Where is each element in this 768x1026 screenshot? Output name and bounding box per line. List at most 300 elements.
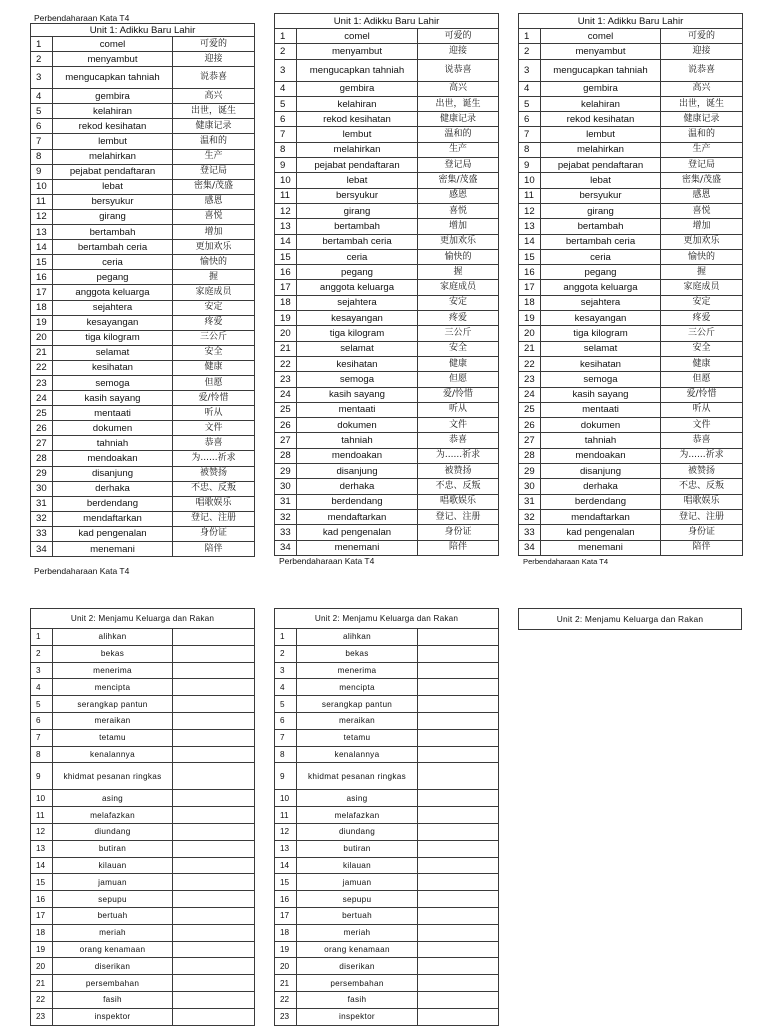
malay-word: inspektor [297, 1008, 418, 1025]
malay-word: kasih sayang [53, 391, 173, 406]
chinese-translation: 安全 [418, 341, 499, 356]
row-number: 16 [275, 891, 297, 908]
table-row [519, 81, 743, 96]
row-number: 23 [519, 372, 541, 387]
table-row [275, 372, 499, 387]
chinese-translation: 安定 [418, 295, 499, 310]
table-row [275, 59, 499, 81]
table-row [519, 234, 743, 249]
table-row [31, 164, 255, 179]
malay-word: lembut [297, 127, 418, 142]
chinese-translation: 身份证 [418, 525, 499, 540]
malay-word: tetamu [53, 729, 173, 746]
row-number: 1 [31, 629, 53, 646]
malay-word: menyambut [297, 44, 418, 59]
row-number: 12 [275, 203, 297, 218]
table-row [275, 203, 499, 218]
row-number: 15 [519, 249, 541, 264]
table-row [275, 823, 499, 840]
table-row [31, 763, 255, 790]
malay-word: girang [53, 209, 173, 224]
malay-word: menerima [297, 662, 418, 679]
malay-word: kasih sayang [297, 387, 418, 402]
malay-word: pejabat pendaftaran [297, 158, 418, 173]
table-row [31, 857, 255, 874]
table-row [275, 387, 499, 402]
malay-word: mentaati [541, 402, 661, 417]
chinese-translation [173, 807, 255, 824]
row-number: 16 [519, 265, 541, 280]
table-row [275, 402, 499, 417]
table-row [31, 481, 255, 496]
row-number: 20 [275, 958, 297, 975]
chinese-translation: 但愿 [173, 375, 255, 390]
row-number: 6 [275, 712, 297, 729]
malay-word: mengucapkan tahniah [297, 59, 418, 81]
table-row [31, 1008, 255, 1025]
malay-word: lebat [297, 173, 418, 188]
table-row [31, 874, 255, 891]
row-number: 32 [519, 509, 541, 524]
chinese-translation: 健康记录 [173, 119, 255, 134]
table-row [31, 285, 255, 300]
row-number: 33 [31, 526, 53, 541]
table-row [31, 840, 255, 857]
table-row [31, 436, 255, 451]
malay-word: ceria [541, 249, 661, 264]
malay-word: bersyukur [53, 194, 173, 209]
chinese-translation: 更加欢乐 [173, 240, 255, 255]
malay-word: meraikan [297, 712, 418, 729]
table-title-row [519, 14, 743, 29]
chinese-translation: 可爱的 [173, 37, 255, 52]
chinese-translation [418, 891, 499, 908]
malay-word: kesihatan [541, 356, 661, 371]
chinese-translation: 高兴 [418, 81, 499, 96]
malay-word: alihkan [297, 629, 418, 646]
row-number: 3 [275, 59, 297, 81]
table-row [31, 645, 255, 662]
table-row [519, 479, 743, 494]
table-row [31, 179, 255, 194]
chinese-translation: 三公斤 [661, 326, 743, 341]
chinese-translation: 高兴 [173, 89, 255, 104]
table-title: Unit 2: Menjamu Keluarga dan Rakan [275, 609, 499, 629]
chinese-translation: 家庭成员 [173, 285, 255, 300]
chinese-translation [173, 679, 255, 696]
malay-word: pegang [53, 270, 173, 285]
row-number: 32 [31, 511, 53, 526]
table-row [31, 891, 255, 908]
row-number: 13 [275, 219, 297, 234]
chinese-translation: 不忠、反叛 [418, 479, 499, 494]
malay-word: lembut [541, 127, 661, 142]
table-row [275, 249, 499, 264]
table-row [275, 857, 499, 874]
table-row [31, 67, 255, 89]
malay-word: menerima [53, 662, 173, 679]
chinese-translation: 愉快的 [418, 249, 499, 264]
malay-word: tiga kilogram [53, 330, 173, 345]
unit2-table-a [30, 608, 255, 1026]
table-row [275, 975, 499, 992]
unit2-title-c: Unit 2: Menjamu Keluarga dan Rakan [518, 608, 742, 630]
row-number: 5 [519, 96, 541, 111]
table-row [519, 509, 743, 524]
malay-word: bertambah [541, 219, 661, 234]
table-row [519, 464, 743, 479]
row-number: 14 [519, 234, 541, 249]
chinese-translation: 听从 [173, 406, 255, 421]
malay-word: tetamu [297, 729, 418, 746]
chinese-translation: 疼爱 [418, 311, 499, 326]
row-number: 7 [519, 127, 541, 142]
row-number: 19 [31, 315, 53, 330]
malay-word: derhaka [541, 479, 661, 494]
row-number: 22 [275, 991, 297, 1008]
chinese-translation: 被赞扬 [661, 464, 743, 479]
chinese-translation: 三公斤 [418, 326, 499, 341]
row-number: 2 [275, 44, 297, 59]
table-row [275, 326, 499, 341]
row-number: 17 [275, 280, 297, 295]
row-number: 5 [31, 104, 53, 119]
table-row [275, 645, 499, 662]
row-number: 26 [275, 418, 297, 433]
table-title-row [31, 24, 255, 37]
caption-bottom-c: Perbendaharaan Kata T4 [523, 557, 609, 566]
chinese-translation: 身份证 [173, 526, 255, 541]
unit1-table-c [518, 13, 743, 556]
chinese-translation: 登记局 [418, 158, 499, 173]
malay-word: semoga [541, 372, 661, 387]
table-row [31, 679, 255, 696]
table-row [31, 542, 255, 557]
row-number: 15 [275, 249, 297, 264]
chinese-translation: 家庭成员 [661, 280, 743, 295]
row-number: 11 [31, 807, 53, 824]
row-number: 20 [275, 326, 297, 341]
row-number: 21 [519, 341, 541, 356]
table-row [519, 127, 743, 142]
table-row [519, 448, 743, 463]
malay-word: inspektor [53, 1008, 173, 1025]
malay-word: tiga kilogram [541, 326, 661, 341]
table-row [275, 629, 499, 646]
row-number: 23 [31, 1008, 53, 1025]
row-number: 30 [31, 481, 53, 496]
table-row [275, 679, 499, 696]
table-row [519, 219, 743, 234]
chinese-translation [418, 874, 499, 891]
row-number: 21 [275, 341, 297, 356]
table-row [31, 790, 255, 807]
malay-word: lebat [53, 179, 173, 194]
table-row [31, 240, 255, 255]
row-number: 21 [275, 975, 297, 992]
chinese-translation: 三公斤 [173, 330, 255, 345]
malay-word: berdendang [541, 494, 661, 509]
row-number: 24 [31, 391, 53, 406]
row-number: 9 [275, 763, 297, 790]
table-row [275, 540, 499, 555]
malay-word: meriah [53, 924, 173, 941]
chinese-translation [418, 958, 499, 975]
chinese-translation [418, 696, 499, 713]
malay-word: mencipta [53, 679, 173, 696]
table-row [31, 89, 255, 104]
malay-word: pejabat pendaftaran [53, 164, 173, 179]
row-number: 16 [275, 265, 297, 280]
row-number: 31 [519, 494, 541, 509]
table-row [519, 173, 743, 188]
table-row [275, 280, 499, 295]
malay-word: girang [297, 203, 418, 218]
malay-word: diundang [297, 823, 418, 840]
table-row [519, 29, 743, 44]
table-row [275, 418, 499, 433]
chinese-translation [418, 645, 499, 662]
chinese-translation: 愉快的 [173, 255, 255, 270]
row-number: 18 [275, 295, 297, 310]
row-number: 20 [31, 958, 53, 975]
chinese-translation: 温和的 [173, 134, 255, 149]
unit1-table-a [30, 23, 255, 557]
chinese-translation [418, 729, 499, 746]
table-row [31, 194, 255, 209]
row-number: 14 [275, 857, 297, 874]
table-row [31, 991, 255, 1008]
chinese-translation [418, 746, 499, 763]
chinese-translation: 出世，诞生 [173, 104, 255, 119]
chinese-translation: 但愿 [418, 372, 499, 387]
malay-word: selamat [297, 341, 418, 356]
row-number: 10 [31, 790, 53, 807]
chinese-translation: 恭喜 [173, 436, 255, 451]
chinese-translation: 喜悦 [418, 203, 499, 218]
table-row [275, 941, 499, 958]
malay-word: menemani [53, 542, 173, 557]
chinese-translation: 不忠、反叛 [661, 479, 743, 494]
row-number: 26 [519, 418, 541, 433]
row-number: 3 [275, 662, 297, 679]
table-row [519, 418, 743, 433]
chinese-translation: 握 [418, 265, 499, 280]
row-number: 4 [31, 89, 53, 104]
malay-word: kad pengenalan [53, 526, 173, 541]
row-number: 20 [31, 330, 53, 345]
chinese-translation: 说恭喜 [418, 59, 499, 81]
malay-word: kilauan [53, 857, 173, 874]
table-row [275, 433, 499, 448]
row-number: 6 [31, 119, 53, 134]
malay-word: persembahan [53, 975, 173, 992]
table-row [31, 391, 255, 406]
malay-word: bertambah ceria [541, 234, 661, 249]
chinese-translation: 温和的 [418, 127, 499, 142]
chinese-translation [418, 679, 499, 696]
table-row [275, 341, 499, 356]
malay-word: bertambah ceria [297, 234, 418, 249]
chinese-translation: 生产 [661, 142, 743, 157]
row-number: 8 [31, 746, 53, 763]
table-row [519, 112, 743, 127]
row-number: 6 [31, 712, 53, 729]
table-row [275, 525, 499, 540]
malay-word: diserikan [297, 958, 418, 975]
table-row [519, 158, 743, 173]
malay-word: selamat [53, 345, 173, 360]
table-title-row [275, 14, 499, 29]
table-row [31, 629, 255, 646]
table-row [519, 372, 743, 387]
malay-word: khidmat pesanan ringkas [53, 763, 173, 790]
table-row [31, 104, 255, 119]
table-title-row [31, 609, 255, 629]
row-number: 16 [31, 270, 53, 285]
chinese-translation: 健康 [173, 360, 255, 375]
malay-word: sepupu [53, 891, 173, 908]
row-number: 25 [519, 402, 541, 417]
table-row [31, 360, 255, 375]
malay-word: dokumen [297, 418, 418, 433]
row-number: 34 [519, 540, 541, 555]
chinese-translation: 增加 [173, 225, 255, 240]
table-row [275, 96, 499, 111]
malay-word: tahniah [53, 436, 173, 451]
table-row [275, 924, 499, 941]
chinese-translation [173, 629, 255, 646]
malay-word: melahirkan [297, 142, 418, 157]
chinese-translation: 生产 [418, 142, 499, 157]
chinese-translation: 愉快的 [661, 249, 743, 264]
chinese-translation: 身份证 [661, 525, 743, 540]
table-row [31, 345, 255, 360]
row-number: 12 [519, 203, 541, 218]
malay-word: mentaati [297, 402, 418, 417]
malay-word: fasih [53, 991, 173, 1008]
malay-word: mendaftarkan [53, 511, 173, 526]
chinese-translation [173, 958, 255, 975]
table-row [31, 746, 255, 763]
row-number: 28 [31, 451, 53, 466]
row-number: 29 [31, 466, 53, 481]
row-number: 17 [31, 285, 53, 300]
table-row [519, 96, 743, 111]
row-number: 19 [519, 311, 541, 326]
chinese-translation [418, 763, 499, 790]
table-row [275, 265, 499, 280]
table-row [275, 907, 499, 924]
row-number: 28 [275, 448, 297, 463]
unit1-table-b [274, 13, 499, 556]
malay-word: disanjung [541, 464, 661, 479]
table-row [275, 790, 499, 807]
malay-word: pegang [541, 265, 661, 280]
chinese-translation: 安全 [661, 341, 743, 356]
row-number: 7 [275, 729, 297, 746]
chinese-translation [173, 874, 255, 891]
table-title: Unit 1: Adikku Baru Lahir [275, 14, 499, 29]
malay-word: gembira [541, 81, 661, 96]
table-row [275, 874, 499, 891]
table-row [31, 712, 255, 729]
row-number: 31 [275, 494, 297, 509]
malay-word: ceria [53, 255, 173, 270]
table-title: Unit 1: Adikku Baru Lahir [519, 14, 743, 29]
malay-word: kilauan [297, 857, 418, 874]
chinese-translation: 爱/怜惜 [173, 391, 255, 406]
chinese-translation: 陪伴 [661, 540, 743, 555]
row-number: 1 [519, 29, 541, 44]
table-row [31, 924, 255, 941]
malay-word: anggota keluarga [541, 280, 661, 295]
chinese-translation [418, 662, 499, 679]
table-row [519, 280, 743, 295]
malay-word: melafazkan [53, 807, 173, 824]
table-row [275, 234, 499, 249]
row-number: 22 [275, 356, 297, 371]
chinese-translation [418, 857, 499, 874]
malay-word: khidmat pesanan ringkas [297, 763, 418, 790]
table-row [519, 402, 743, 417]
chinese-translation [173, 975, 255, 992]
malay-word: rekod kesihatan [53, 119, 173, 134]
chinese-translation [173, 746, 255, 763]
malay-word: kasih sayang [541, 387, 661, 402]
malay-word: anggota keluarga [53, 285, 173, 300]
chinese-translation: 唱歌娱乐 [661, 494, 743, 509]
malay-word: semoga [297, 372, 418, 387]
malay-word: kelahiran [541, 96, 661, 111]
row-number: 13 [519, 219, 541, 234]
row-number: 10 [275, 790, 297, 807]
malay-word: kesayangan [53, 315, 173, 330]
table-row [275, 142, 499, 157]
chinese-translation: 恭喜 [661, 433, 743, 448]
table-row [275, 127, 499, 142]
table-row [275, 448, 499, 463]
chinese-translation: 登记、注册 [173, 511, 255, 526]
chinese-translation: 爱/怜惜 [661, 387, 743, 402]
row-number: 7 [31, 729, 53, 746]
chinese-translation: 感恩 [173, 194, 255, 209]
row-number: 34 [275, 540, 297, 555]
malay-word: tahniah [297, 433, 418, 448]
malay-word: sejahtera [53, 300, 173, 315]
row-number: 4 [275, 679, 297, 696]
chinese-translation [173, 840, 255, 857]
chinese-translation [418, 790, 499, 807]
malay-word: meriah [297, 924, 418, 941]
chinese-translation: 登记、注册 [418, 509, 499, 524]
table-row [31, 406, 255, 421]
malay-word: serangkap pantun [53, 696, 173, 713]
table-row [31, 526, 255, 541]
chinese-translation [173, 924, 255, 941]
chinese-translation: 出世，诞生 [418, 96, 499, 111]
chinese-translation: 登记局 [173, 164, 255, 179]
table-row [31, 149, 255, 164]
malay-word: fasih [297, 991, 418, 1008]
table-row [31, 662, 255, 679]
row-number: 19 [275, 311, 297, 326]
table-title: Unit 2: Menjamu Keluarga dan Rakan [31, 609, 255, 629]
row-number: 14 [31, 240, 53, 255]
malay-word: menyambut [53, 52, 173, 67]
table-row [275, 81, 499, 96]
chinese-translation [173, 696, 255, 713]
